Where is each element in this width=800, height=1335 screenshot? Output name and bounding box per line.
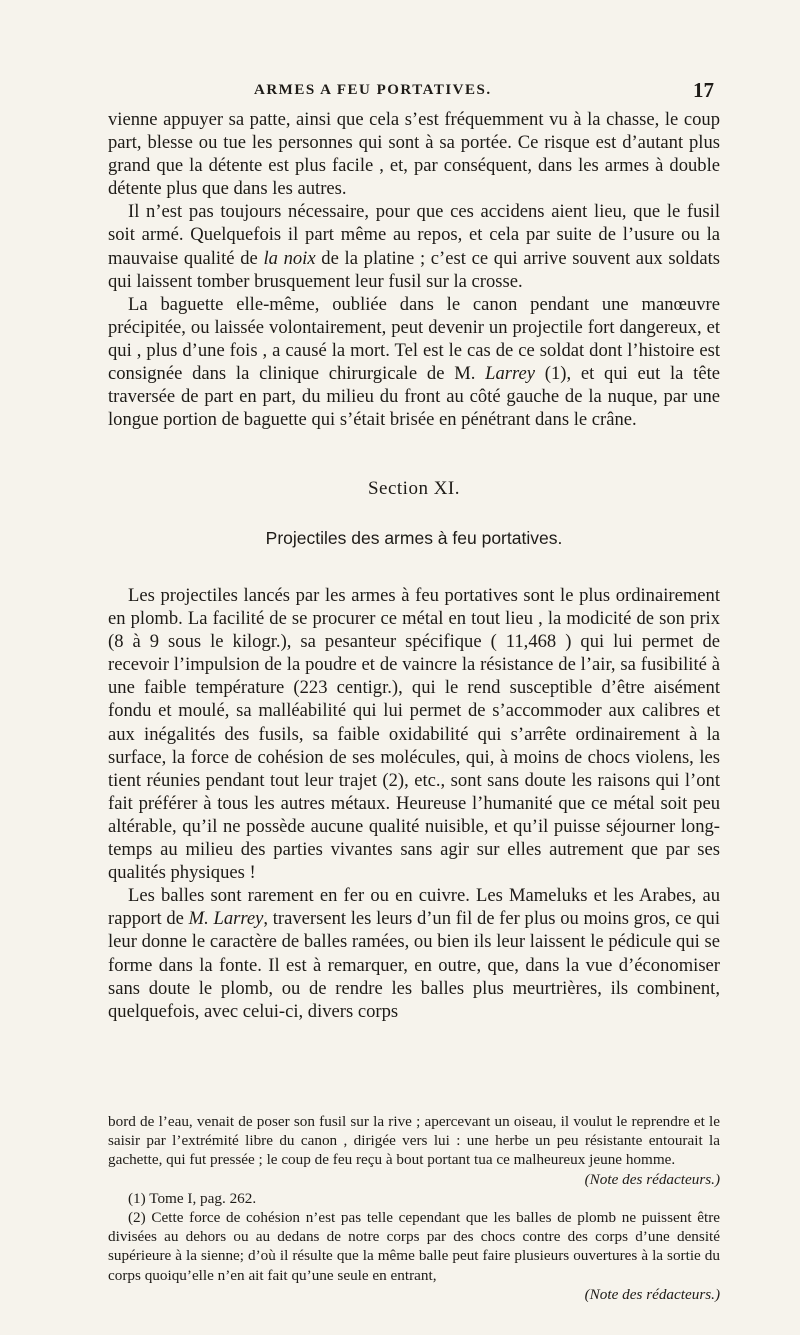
footnote-continuation: bord de l’eau, venait de poser son fusil sur la rive ; apercevant un oiseau, il voulut le reprendre et le saisir par l’extrémité libre du canon , dirigée vers lui : une herbe un peu résistante entourait la gachette, qui fut pressée ; le coup de feu reçu à bout portant tua ce malheureux jeune homme. [108,1113,720,1169]
section-heading: Section XI. [367,478,461,499]
section-title: Projectiles des armes à feu portatives. [265,528,563,548]
italic-name: Larrey [485,363,536,385]
running-title: ARMES A FEU PORTATIVES. [254,82,492,98]
footnotes [108,1112,720,1304]
page-number: 17 [693,78,714,102]
running-header [254,78,714,106]
paragraph: Il n’est pas toujours nécessaire, pour que ces accidens aient lieu, que le fusil soit armé. Quelquefois il part même au repos, et cela par suite de l’usure ou la mauvaise qualité de la noix de la platine ; c’est ce qui arrive souvent aux soldats qui laissent tomber brusquement leur fusil sur la crosse. [108,201,720,292]
paragraph: Les projectiles lancés par les armes à feu portatives sont le plus ordinairement en plomb. La facilité de se procurer ce métal en tout lieu , la modicité de son prix (8 à 9 sous le kilogr.), sa pesanteur spécifique ( 11,468 ) qui lui permet de recevoir l’impulsion de la poudre et de vaincre la résistance de l’air, sa fusibilité à une faible température (223 centigr.), qui le rend susceptible d’être aisément fondu et moulé, sa malléabilité qui lui permet de s’accommoder aux calibres et aux inégalités des fusils, sa faible oxidabilité qui s’arrête ordinairement à la surface, la force de cohésion de ses molécules, qui, à moins de chocs violens, les tient réunies pendant tout leur trajet (2), etc., sont sans doute les raisons qui l’ont fait préférer à tous les autres métaux. Heureuse l’humanité que ce métal soit peu altérable, qu’il ne possède aucune qualité nuisible, et qu’il puisse séjourner long-temps au milieu des parties vivantes sans agir sur elles autrement que par ses qualités physiques ! [108,585,720,884]
italic-term: la noix [263,247,316,269]
footnote-attribution: (Note des rédacteurs.) [584,1170,720,1188]
italic-name: M. Larrey [188,908,264,930]
body-text-top [108,108,720,431]
footnote-2: (2) Cette force de cohésion n’est pas telle cependant que les balles de plomb ne puissent être divisées au dehors ou au dedans de notre corps par des chocs contre des corps d’une densité supérieure à la sienne; d’où il résulte que la même balle peut faire plusieurs ouvertures à la sortie du corps quoiqu’elle n’en ait fait qu’une seule en entrant, [108,1209,720,1284]
paragraph: La baguette elle-même, oubliée dans le canon pendant une manœuvre précipitée, ou laissée volontairement, peut devenir un projectile fort dangereux, et qui , plus d’une fois , a causé la mort. Tel est le cas de ce soldat dont l’histoire est consignée dans la clinique chirurgicale de M. Larrey (1), et qui eut la tête traversée de part en part, du milieu du front au côté gauche de la nuque, par une longue portion de baguette qui s’était brisée en pénétrant dans le crâne. [108,293,720,431]
body-text-bottom [108,584,720,1023]
footnote-attribution: (Note des rédacteurs.) [584,1285,720,1303]
paragraph: Les balles sont rarement en fer ou en cuivre. Les Mameluks et les Arabes, au rapport de M. Larrey, traversent les leurs d’un fil de fer plus ou moins gros, ce qui leur donne le caractère de balles ramées, ou bien ils leur laissent le pédicule qui se forme dans la fonte. Il est à remarquer, en outre, que, dans la vue d’économiser sans doute le plomb, ou de rendre les balles plus meurtrières, ils combinent, quelquefois, avec celui-ci, divers corps [108,885,720,1022]
footnote-1: (1) Tome I, pag. 262. [128,1189,257,1207]
paragraph: vienne appuyer sa patte, ainsi que cela s’est fréquemment vu à la chasse, le coup part, blesse ou tue les personnes qui sont à sa portée. Ce risque est d’autant plus grand que la détente est plus facile , et, par conséquent, dans les armes à double détente plus que dans les autres. [108,109,720,200]
